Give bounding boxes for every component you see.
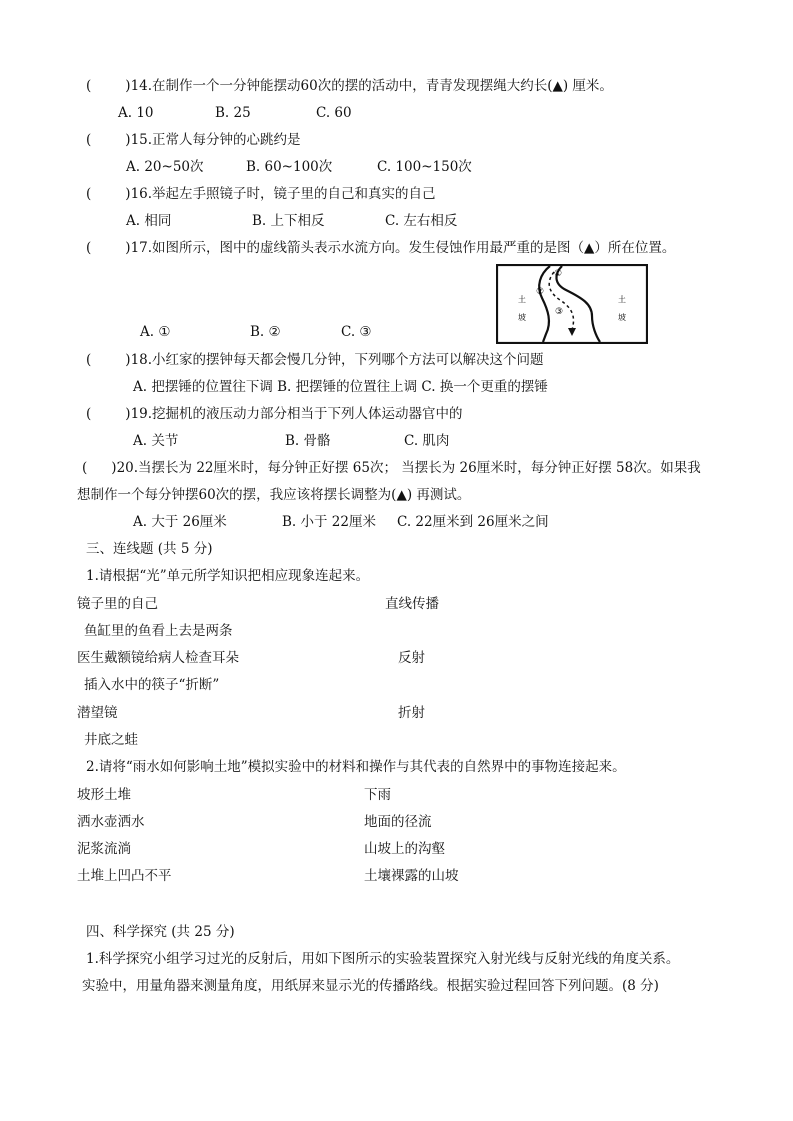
option-c: C. 左右相反 [385, 213, 458, 229]
section-3-title: 三、连线题 (共 5 分) [86, 541, 213, 557]
question-14 [86, 77, 613, 95]
match-left-item: 坡形土堆 [77, 787, 131, 803]
match-right-item: 下雨 [364, 787, 391, 803]
question-text: 14.在制作一个一分钟能摆动60次的摆的活动中，青青发现摆绳大约长(▲) 厘米。 [130, 78, 613, 94]
match-right-item: 直线传播 [385, 596, 439, 612]
answer-paren-open: ( [86, 186, 92, 202]
question-text: 17.如图所示，图中的虚线箭头表示水流方向。发生侵蚀作用最严重的是图（▲）所在位置。 [130, 240, 676, 256]
question-18 [86, 351, 544, 369]
marker-3: ③ [554, 307, 564, 317]
answer-paren-close: ) [111, 460, 117, 476]
match-left-item: 潜望镜 [77, 705, 118, 721]
river-erosion-figure [496, 264, 648, 344]
option-b: B. 25 [215, 105, 251, 121]
matching-question-1: 1.请根据“光”单元所学知识把相应现象连起来。 [86, 568, 370, 584]
water-flow-arrow [549, 272, 573, 330]
options-line: A. 把摆锤的位置往下调 B. 把摆锤的位置往上调 C. 换一个更重的摆锤 [133, 379, 548, 395]
matching-question-2: 2.请将“雨水如何影响土地”模拟实验中的材料和操作与其代表的自然界中的事物连接起来。 [86, 759, 626, 775]
option-b: B. 上下相反 [252, 213, 325, 229]
question-text: 16.举起左手照镜子时，镜子里的自己和真实的自己 [130, 186, 436, 202]
answer-paren-open: ( [86, 132, 92, 148]
option-c: C. 肌肉 [404, 433, 450, 449]
match-left-item: 土堆上凹凸不平 [77, 868, 172, 884]
match-right-item: 地面的径流 [364, 814, 432, 830]
option-a: A. 大于 26厘米 [133, 514, 227, 530]
marker-1: ① [553, 269, 563, 279]
left-bank-label-1: 土 [518, 295, 526, 304]
right-bank-label-2: 坡 [618, 313, 626, 322]
question-text-line2: 想制作一个每分钟摆60次的摆，我应该将摆长调整为(▲) 再测试。 [77, 487, 471, 503]
question-19 [86, 405, 463, 423]
match-left-item: 镜子里的自己 [77, 596, 158, 612]
option-a: A. 10 [118, 105, 154, 121]
right-bank-label-1: 土 [618, 295, 626, 304]
answer-paren-open: ( [86, 406, 92, 422]
inquiry-question-line2: 实验中，用量角器来测量角度，用纸屏来显示光的传播路线。根据实验过程回答下列问题。(8 分) [82, 978, 659, 994]
question-text: 15.正常人每分钟的心跳约是 [130, 132, 301, 148]
flow-arrowhead [568, 328, 576, 336]
match-right-item: 折射 [398, 705, 425, 721]
option-a: A. 20~50次 [126, 159, 204, 175]
match-left-item: 鱼缸里的鱼看上去是两条 [84, 623, 233, 639]
inquiry-question-line1: 1.科学探究小组学习过光的反射后，用如下图所示的实验装置探究入射光线与反射光线的角度关系。 [86, 951, 680, 967]
answer-paren-close: ) [125, 240, 131, 256]
option-b: B. 60~100次 [246, 159, 333, 175]
question-text: 18.小红家的摆钟每天都会慢几分钟，下列哪个方法可以解决这个问题 [130, 352, 544, 368]
answer-paren-close: ) [125, 78, 131, 94]
match-left-item: 医生戴额镜给病人检查耳朵 [77, 650, 239, 666]
left-bank-line [539, 266, 550, 342]
option-b: B. 骨骼 [285, 433, 331, 449]
match-left-item: 井底之蛙 [84, 732, 138, 748]
answer-paren-open: ( [86, 240, 92, 256]
answer-paren-close: ) [125, 406, 131, 422]
answer-paren-open: ( [86, 78, 92, 94]
answer-paren-open: ( [82, 460, 88, 476]
answer-paren-close: ) [125, 132, 131, 148]
match-left-item: 洒水壶洒水 [77, 814, 145, 830]
match-left-item: 泥浆流淌 [77, 841, 131, 857]
question-text-line1: 20.当摆长为 22厘米时，每分钟正好摆 65次； 当摆长为 26厘米时，每分钟正好摆 58次。如果我 [116, 460, 701, 476]
option-a: A. 关节 [133, 433, 179, 449]
match-right-item: 山坡上的沟壑 [364, 841, 445, 857]
option-c: C. 22厘米到 26厘米之间 [397, 514, 549, 530]
question-15 [86, 131, 301, 149]
section-4-title: 四、科学探究 (共 25 分) [86, 924, 235, 940]
option-c: C. ③ [341, 324, 372, 340]
option-b: B. 小于 22厘米 [282, 514, 376, 530]
option-a: A. ① [140, 324, 171, 340]
option-c: C. 100~150次 [377, 159, 472, 175]
right-bank-line [553, 266, 600, 342]
option-c: C. 60 [316, 105, 352, 121]
answer-paren-close: ) [125, 352, 131, 368]
question-20 [82, 459, 701, 477]
answer-paren-open: ( [86, 352, 92, 368]
question-16 [86, 185, 436, 203]
marker-2: ② [535, 287, 545, 297]
option-b: B. ② [250, 324, 281, 340]
answer-paren-close: ) [125, 186, 131, 202]
option-a: A. 相同 [126, 213, 172, 229]
match-left-item: 插入水中的筷子“折断” [84, 677, 220, 693]
left-bank-label-2: 坡 [518, 313, 526, 322]
question-17 [86, 239, 675, 257]
match-right-item: 土壤裸露的山坡 [364, 868, 459, 884]
question-text: 19.挖掘机的液压动力部分相当于下列人体运动器官中的 [130, 406, 463, 422]
match-right-item: 反射 [398, 650, 425, 666]
